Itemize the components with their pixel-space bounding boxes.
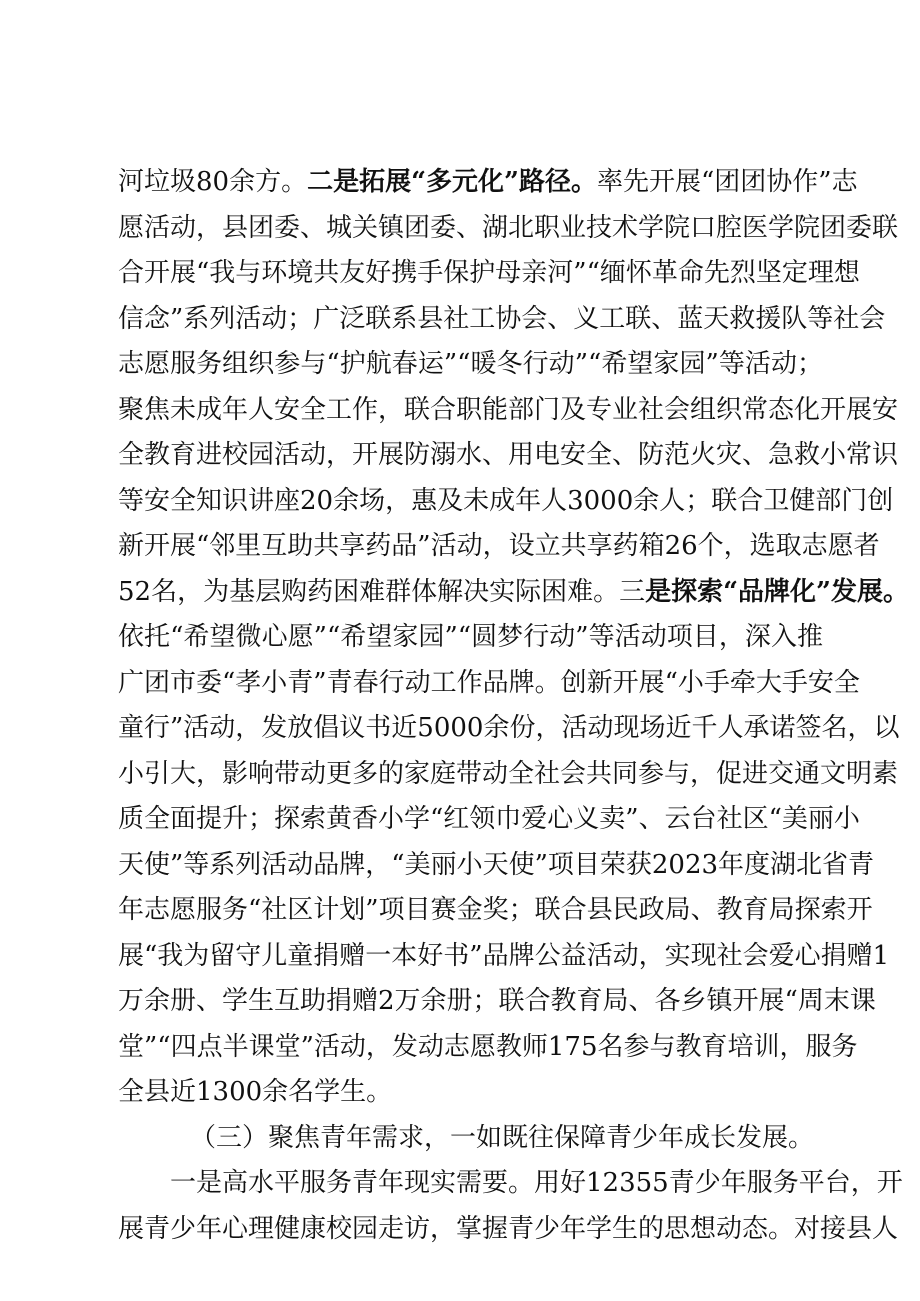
text-line: [118, 888, 873, 934]
text-line: [118, 206, 899, 252]
paragraph-volunteer-activities: [118, 160, 910, 1116]
text-line: [118, 388, 899, 434]
heading-text: （三）聚焦青年需求，一如既往保障青少年成长发展。: [190, 1122, 815, 1153]
text-line: [118, 843, 875, 889]
text-run: 合开展“我与环境共友好携手保护母亲河”“缅怀革命先烈坚定理想: [118, 258, 860, 288]
text-line: [118, 797, 860, 843]
text-line: [118, 1070, 823, 1116]
text-run: 信念”系列活动；广泛联系县社工协会、义工联、蓝天救援队等社会: [118, 303, 886, 334]
text-run: 52名，为基层购药困难群体解决实际困难。三: [118, 576, 646, 607]
text-run: 万余册、学生互助捐赠2万余册；联合教育局、各乡镇开展“周末课: [118, 986, 876, 1016]
text-run: 聚焦未成年人安全工作，联合职能部门及专业社会组织常态化开展安: [118, 394, 899, 425]
text-line: [118, 615, 823, 661]
text-line: [118, 251, 860, 297]
text-run: 一是高水平服务青年现实需要。用好12355青少年服务平台，开: [170, 1168, 903, 1198]
text-run: 展“我为留守儿童捐赠一本好书”品牌公益活动，实现社会爱心捐赠1: [118, 940, 890, 971]
section-heading: [118, 1116, 823, 1162]
text-run: 等安全知识讲座20余场，惠及未成年人3000余人；联合卫健部门创: [118, 485, 894, 516]
text-line: [118, 661, 860, 707]
text-line: [118, 297, 886, 343]
text-line: [118, 1161, 903, 1207]
text-line: [118, 706, 900, 752]
text-run: 年志愿服务“社区计划”项目赛金奖；联合县民政局、教育局探索开: [118, 895, 873, 925]
text-line: [118, 524, 880, 570]
document-body: [118, 160, 910, 1252]
text-run: 广团市委“孝小青”青春行动工作品牌。创新开展“小手牵大手安全: [118, 667, 860, 698]
text-line: [118, 342, 823, 388]
text-run: 展青少年心理健康校园走访，掌握青少年学生的思想动态。对接县人: [118, 1213, 899, 1244]
text-line: [118, 160, 858, 206]
text-run: 河垃圾80余方。: [118, 167, 308, 197]
text-line: [118, 1207, 899, 1253]
text-line: [118, 752, 899, 798]
bold-phrase: 二是拓展“多元化”路径。: [307, 167, 598, 197]
text-line: [118, 570, 910, 616]
text-run: 童行”活动，发放倡议书近5000余份，活动现场近千人承诺签名，以: [118, 713, 900, 743]
text-line: [118, 433, 899, 479]
text-run: 天使”等系列活动品牌，“美丽小天使”项目荣获2023年度湖北省青: [118, 849, 875, 880]
text-line: [118, 979, 876, 1025]
paragraph-youth-service: [118, 1161, 903, 1252]
text-line: [118, 1025, 858, 1071]
text-run: 新开展“邻里互助共享药品”活动，设立共享药箱26个，选取志愿者: [118, 531, 880, 561]
text-run: 质全面提升；探索黄香小学“红领巾爱心义卖”、云台社区“美丽小: [118, 804, 860, 834]
text-run: 率先开展“团团协作”志: [597, 167, 858, 197]
text-line: [118, 479, 894, 525]
text-line: [118, 934, 890, 980]
text-run: 堂”“四点半课堂”活动，发动志愿教师175名参与教育培训，服务: [118, 1031, 858, 1062]
text-run: 依托“希望微心愿”“希望家园”“圆梦行动”等活动项目，深入推: [118, 622, 823, 652]
text-run: 全教育进校园活动，开展防溺水、用电安全、防范火灾、急救小常识: [118, 440, 899, 470]
text-run: 愿活动，县团委、城关镇团委、湖北职业技术学院口腔医学院团委联: [118, 212, 899, 243]
text-run: 小引大，影响带动更多的家庭带动全社会共同参与，促进交通文明素: [118, 758, 899, 789]
text-run: 全县近1300余名学生。: [118, 1077, 393, 1107]
bold-phrase: 是探索“品牌化”发展。: [645, 576, 910, 607]
text-run: 志愿服务组织参与“护航春运”“暖冬行动”“希望家园”等活动；: [118, 349, 823, 379]
